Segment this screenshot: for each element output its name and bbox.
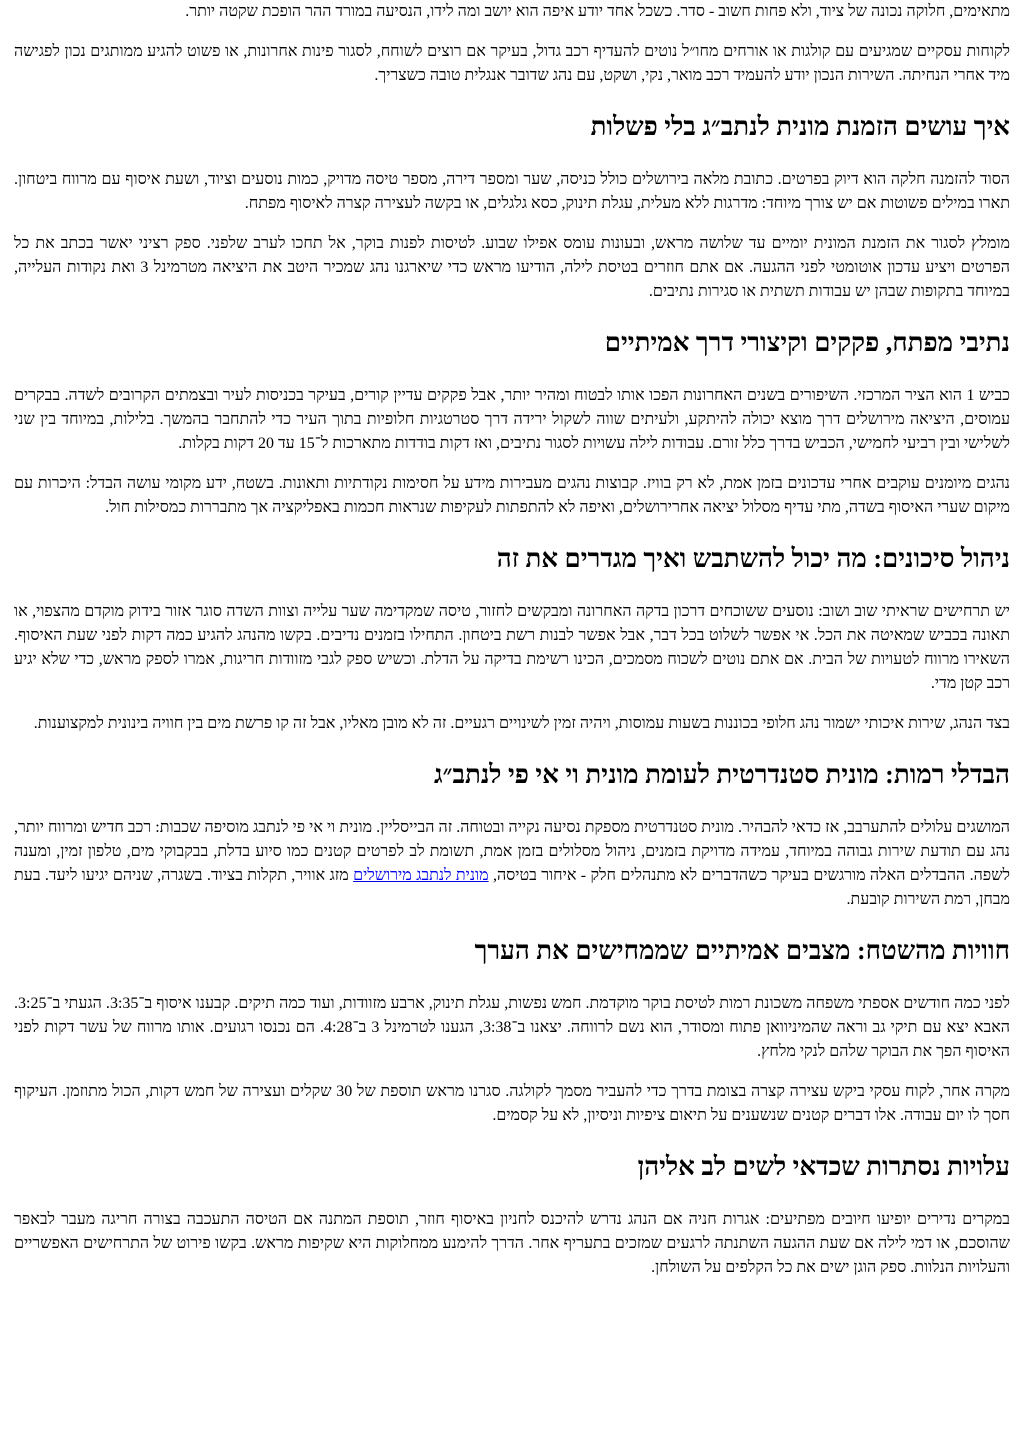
taxi-jerusalem-link[interactable]: מונית לנתבג מירושלים [353, 867, 489, 884]
heading-costs: עלויות נסתרות שכדאי לשים לב אליהן [637, 1152, 1010, 1181]
heading-levels: הבדלי רמות: מונית סטנדרטית לעומת מונית וי אי פי לנתב״ג [433, 760, 1010, 789]
paragraph-field-1: לפני כמה חודשים אספתי משפחה משכונת רמות לטיסת בוקר מוקדמת. חמש נפשות, עגלת תינוק, ארבע מזוודות, ועוד כמה תיקים. קבענו איסוף ב־3:35. הגעתי ב־3:25. האבא יצא עם תיקי גב וראה שהמיניוואן פתוח ומסודר, הוא נשם לרווחה. יצאנו ב־3:38, הגענו לטרמינל 3 ב־4:28. הם נכנסו רגועים. אותו מרווח של עשר דקות לפני האיסוף הפך את הבוקר שלהם לנקי מלחץ. [14, 995, 1011, 1060]
heading-field: חוויות מהשטח: מצבים אמיתיים שממחישים את הערך [474, 936, 1010, 965]
heading-routes: נתיבי מפתח, פקקים וקיצורי דרך אמיתיים [604, 328, 1010, 357]
paragraph-costs: במקרים נדירים יופיעו חיובים מפתיעים: אגרות חניה אם הנהג נדרש להיכנס לחניון באיסוף חוזר, תוספת המתנה אם הטיסה התעכבה בצורה חריגה מעבר לבאפר שהוסכם, או דמי לילה אם שעת ההגעה השתנתה לרגעים שמזכים בתעריף אחר. הדרך להימנע ממחלוקות היא שקיפות מראש. בקשו פירוט של התרחישים האפשריים והעלויות הנלוות. ספק הוגן ישים את כל הקלפים על השולחן. [14, 1211, 1010, 1276]
heading-risks: ניהול סיכונים: מה יכול להשתבש ואיך מגדרים את זה [496, 544, 1010, 573]
paragraph-order-2: מומלץ לסגור את הזמנת המונית יומיים עד שלושה מראש, ובעונות עומס אפילו שבוע. לטיסות לפנות בוקר, אל תחכו לערב שלפני. ספק רציני יאשר בכתב את כל הפרטים ויציע עדכון אוטומטי לפני ההגעה. אם אתם חוזרים בטיסת לילה, הודיעו מראש כדי שיארגנו נהג שמכיר היטב את היציאה מטרמינל 3 ואת נקודות העלייה, במיוחד בתקופות שבהן יש עבודות תשתית או סגירות נתיבים. [14, 235, 1010, 300]
paragraph-intro-tail: מתאימים, חלוקה נכונה של ציוד, ולא פחות חשוב - סדר. כשכל אחד יודע איפה הוא יושב ומה לידו, הנסיעה במורד ההר הופכת שקטה יותר. [185, 3, 1010, 20]
paragraph-routes-1: כביש 1 הוא הציר המרכזי. השיפורים בשנים האחרונות הפכו אותו לבטוח ומהיר יותר, אבל פקקים עדיין קורים, בעיקר בכניסות לעיר ובצמתים הקרובים לשדה. בבקרים עמוסים, היציאה מירושלים דרך מוצא יכולה להיתקע, ולעיתים שווה לשקול ירידה דרך סטרטגיות חלופיות בתוך העיר כדי להתחבר בהמשך. בלילות, במיוחד בין שני לשלישי ובין רביעי לחמישי, הכביש בדרך כלל זורם. עבודות לילה עשויות לסגור נתיבים, ואז דקות בודדות מתארכות ל־15 עד 20 דקות בקלות. [14, 387, 1010, 452]
paragraph-levels [14, 816, 1010, 912]
heading-order: איך עושים הזמנת מונית לנתב״ג בלי פשלות [590, 112, 1010, 141]
paragraph-levels-text-after: מזג אוויר, תקלות בציוד. בשגרה, שניהם יגיעו ליעד. בעת מבחן, רמת השירות קובעת. [14, 867, 1010, 908]
paragraph-levels-text-before: המושגים עלולים להתערבב, אז כדאי להבהיר. מונית סטנדרטית מספקת נסיעה נקייה ובטוחה. זה הבייסליין. מונית וי אי פי לנתבג מוסיפה שכבות: רכב חדיש ומרווח יותר, נהג עם תודעת שירות גבוהה במיוחד, עמידה מדויקת בזמנים, ניהול מסלולים בזמן אמת, תשומת לב לפרטים קטנים כמו סיוע בדלת, בבקבוקי מים, טלפון זמין, ומענה לשפה. ההבדלים האלה מורגשים בעיקר כשהדברים לא מתנהלים חלק - איחור בטיסה, [14, 819, 1011, 884]
paragraph-routes-2: נהגים מיומנים עוקבים אחרי עדכונים בזמן אמת, לא רק בוויז. קבוצות נהגים מעבירות מידע על חסימות נקודתיות ותאונות. בשטח, ידע מקומי עושה הבדל: היכרות עם מיקום שערי האיסוף בשדה, מתי עדיף מסלול יציאה אחרירושלים, ואיפה לא להתפתות לעקיפות שנראות חכמות באפליקציה אך מתבררות כמסילות חול. [14, 475, 1010, 516]
paragraph-risks-1: יש תרחישים שראיתי שוב ושוב: נוסעים ששוכחים דרכון בדקה האחרונה ומבקשים לחזור, טיסה שמקדימה שער עלייה וצוות השדה סוגר אזור בידוק מוקדם מהצפוי, או תאונה בכביש שמאיטה את הכל. אי אפשר לשלוט בכל דבר, אבל אפשר לבנות רשת ביטחון. התחילו בזמנים נדיבים. בקשו מהנהג להגיע כמה דקות לפני שעת האיסוף. השאירו מרווח לטעויות של הבית. אם אתם נוטים לשכוח מסמכים, הכינו רשימת בדיקה על הדלת. וכשיש ספק לגבי מזוודות חריגות, אמרו לספק מראש, כדי שלא יגיע רכב קטן מדי. [14, 603, 1010, 692]
paragraph-order-1: הסוד להזמנה חלקה הוא דיוק בפרטים. כתובת מלאה בירושלים כולל כניסה, שער ומספר דירה, מספר טיסה מדויק, כמות נוסעים וציוד, ושעת איסוף עם מרווח ביטחון. תארו במילים פשוטות אם יש צורך מיוחד: מדרגות ללא מעלית, עגלת תינוק, כסא גלגלים, או בקשה לעצירה קצרה לאיסוף מפתח. [14, 171, 1010, 212]
paragraph-field-2: מקרה אחר, לקוח עסקי ביקש עצירה קצרה בצומת בדרך כדי להעביר מסמך לקולגה. סגרנו מראש תוספת של 30 שקלים ועצירה של חמש דקות, הכול מתוזמן. העיקוף חסך לו יום עבודה. אלו דברים קטנים שנשענים על תיאום ציפיות וניסיון, לא על קסמים. [14, 1083, 1011, 1124]
paragraph-business: לקוחות עסקיים שמגיעים עם קולגות או אורחים מחו״ל נוטים להעדיף רכב גדול, בעיקר אם רוצים לשוחח, לסגור פינות אחרונות, או פשוט להגיע ממותגים נכון לפגישה מיד אחרי הנחיתה. השירות הנכון יודע להעמיד רכב מואר, נקי, ושקט, עם נהג שדובר אנגלית טובה כשצריך. [14, 43, 1010, 84]
paragraph-risks-2: בצד הנהג, שירות איכותי ישמור נהג חלופי בכוננות בשעות עמוסות, ויהיה זמין לשינויים רגעיים. זה לא מובן מאליו, אבל זה קו פרשת מים בין חוויה בינונית למקצוענות. [33, 715, 1010, 732]
